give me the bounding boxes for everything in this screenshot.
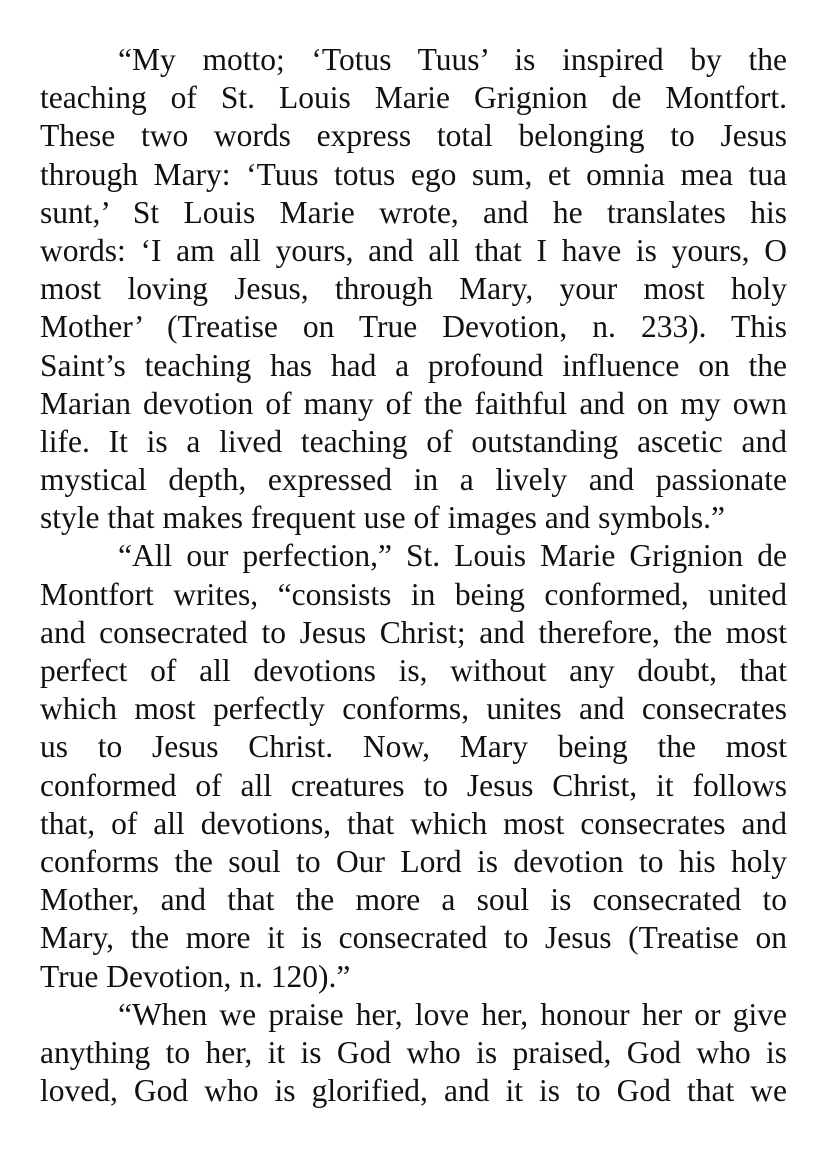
paragraph-2-line-11: Mary, the more it is consecrated to Jesus (Treatise on (40, 920, 787, 956)
paragraph-2-line-9: conforms the soul to Our Lord is devotion to his holy (40, 843, 787, 879)
paragraph-1-line-1: “My motto; ‘Totus Tuus’ is inspired by the (118, 42, 787, 77)
paragraph-3-line-2: anything to her, it is God who is praised, God who is (40, 1034, 787, 1070)
paragraph-2-line-5: which most perfectly conforms, unites and consecrates (40, 691, 787, 727)
paragraph-1-line-12: mystical depth, expressed in a lively and passionate (40, 462, 787, 498)
paragraph-3-line-3: loved, God who is glorified, and it is to God that we (40, 1073, 787, 1109)
paragraph-1-line-11: life. It is a lived teaching of outstanding ascetic and (40, 423, 787, 459)
paragraph-2-line-2: Montfort writes, “consists in being conformed, united (40, 576, 787, 612)
paragraph-1-line-9: Saint’s teaching has had a profound influence on the (40, 347, 787, 383)
paragraph-1-line-6: words: ‘I am all yours, and all that I have is yours, O (40, 232, 787, 268)
paragraph-2-line-6: us to Jesus Christ. Now, Mary being the most (40, 729, 787, 765)
paragraph-1-line-4: through Mary: ‘Tuus totus ego sum, et omnia mea tua (40, 156, 787, 192)
paragraph-2-line-3: and consecrated to Jesus Christ; and therefore, the most (40, 614, 787, 650)
paragraph-1-line-10: Marian devotion of many of the faithful and on my own (40, 385, 787, 421)
paragraph-1-line-8: Mother’ (Treatise on True Devotion, n. 233). This (40, 309, 787, 345)
paragraph-1-line-7: most loving Jesus, through Mary, your most holy (40, 271, 787, 307)
paragraph-2-line-7: conformed of all creatures to Jesus Christ, it follows (40, 767, 787, 803)
paragraph-3-line-1: “When we praise her, love her, honour her or give (118, 996, 787, 1032)
paragraph-2-line-12: True Devotion, n. 120).” (40, 958, 351, 994)
paragraph-1-line-5: sunt,’ St Louis Marie wrote, and he translates his (40, 194, 787, 230)
paragraph-1-line-3: These two words express total belonging to Jesus (40, 118, 787, 154)
paragraph-2-line-1: “All our perfection,” St. Louis Marie Grignion de (118, 538, 787, 574)
body-text (40, 41, 787, 1110)
paragraph-2-line-4: perfect of all devotions is, without any doubt, that (40, 653, 787, 688)
paragraph-2-line-10: Mother, and that the more a soul is consecrated to (40, 882, 787, 918)
paragraph-1-line-2: teaching of St. Louis Marie Grignion de Montfort. (40, 80, 787, 116)
paragraph-1-line-13: style that makes frequent use of images and symbols.” (40, 500, 725, 536)
paragraph-2-line-8: that, of all devotions, that which most consecrates and (40, 805, 787, 841)
